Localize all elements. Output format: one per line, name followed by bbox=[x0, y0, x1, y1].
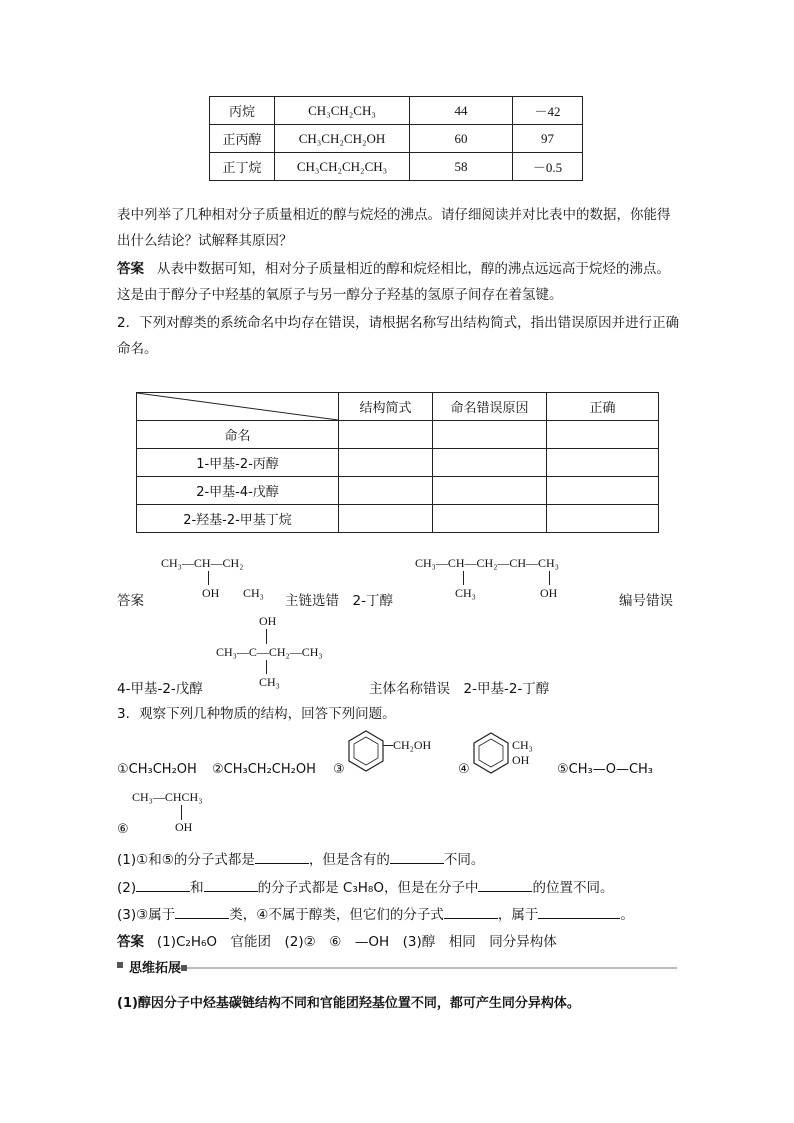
struct2-main: CH₃—CH—CH₂—CH—CH₃ bbox=[415, 556, 559, 570]
cell-formula: CH₃CH₂CH₃ bbox=[275, 97, 410, 125]
struct1-sub-left: OH bbox=[202, 586, 220, 600]
diagonal-line bbox=[137, 393, 338, 420]
item6-main: CH₃—CHCH₃ bbox=[132, 790, 203, 804]
item6-bond bbox=[181, 805, 182, 820]
q3-item-4: ④ bbox=[458, 762, 470, 777]
struct2-sub-right: OH bbox=[540, 586, 558, 600]
cell-name: 丙烷 bbox=[210, 97, 275, 125]
cell-mass: 44 bbox=[410, 97, 513, 125]
empty-cell[interactable] bbox=[547, 477, 659, 505]
item6-sub: OH bbox=[175, 820, 193, 834]
table-row bbox=[210, 97, 583, 125]
answer-text: 从表中数据可知，相对分子质量相近的醇和烷烃相比，醇的沸点远远高于烷烃的沸点。这是由于醇分子中羟基的氧原子与另一醇分子羟基的氢原子间存在着氢键。 bbox=[117, 261, 670, 303]
header-reason: 命名错误原因 bbox=[433, 393, 547, 421]
benzene-ring-icon bbox=[346, 728, 386, 774]
struct1-note: 主链选错 2-丁醇 bbox=[285, 593, 393, 609]
cresol-bottom: OH bbox=[512, 753, 530, 767]
table-row bbox=[210, 125, 583, 153]
struct2-name: 4-甲基-2-戊醇 bbox=[117, 681, 203, 697]
blank-field[interactable] bbox=[255, 849, 309, 864]
empty-cell[interactable] bbox=[433, 505, 547, 533]
blank-field[interactable] bbox=[444, 904, 498, 919]
empty-cell[interactable] bbox=[339, 477, 433, 505]
wrong-name: 2-羟基-2-甲基丁烷 bbox=[137, 505, 339, 533]
empty-cell[interactable] bbox=[433, 477, 547, 505]
blank-field[interactable] bbox=[175, 904, 229, 919]
struct2-note: 编号错误 bbox=[619, 593, 673, 609]
empty-cell[interactable] bbox=[339, 449, 433, 477]
square-icon bbox=[117, 962, 123, 968]
q2-answer-label: 答案 bbox=[117, 593, 144, 609]
cell-bp: 97 bbox=[513, 125, 583, 153]
struct2-bond-left bbox=[463, 571, 464, 585]
q3-item-3: ③ bbox=[333, 762, 345, 777]
empty-cell[interactable] bbox=[547, 449, 659, 477]
cell-mass: 58 bbox=[410, 153, 513, 181]
q3-item-5: ⑤CH₃—O—CH₃ bbox=[557, 762, 654, 777]
diagonal-header-cell bbox=[137, 393, 339, 421]
struct3-top: OH bbox=[259, 614, 277, 628]
naming-table bbox=[136, 392, 659, 533]
table-row bbox=[210, 153, 583, 181]
blank-field[interactable] bbox=[478, 877, 532, 892]
cell-mass: 60 bbox=[410, 125, 513, 153]
empty-cell[interactable] bbox=[339, 505, 433, 533]
struct2-bond-right bbox=[549, 571, 550, 585]
empty-cell[interactable] bbox=[433, 449, 547, 477]
cell-formula: CH₃CH₂CH₂OH bbox=[275, 125, 410, 153]
boiling-point-table bbox=[209, 96, 583, 181]
table-row bbox=[137, 449, 659, 477]
header-correct: 正确 bbox=[547, 393, 659, 421]
q3-answer: 答案 (1)C₂H₆O 官能团 (2)② ⑥ —OH (3)醇 相同 同分异构体 bbox=[117, 934, 557, 950]
cresol-top: CH₃ bbox=[512, 738, 533, 752]
struct3-bottom: CH₃ bbox=[259, 675, 280, 689]
extension-text: (1)醇因分子中烃基碳链结构不同和官能团羟基位置不同，都可产生同分异构体。 bbox=[117, 996, 580, 1011]
benzyl-bond bbox=[383, 745, 393, 746]
struct3-main: CH₃—C—CH₂—CH₃ bbox=[216, 645, 323, 659]
cresol-ring-icon bbox=[471, 730, 511, 776]
struct3-note: 主体名称错误 2-甲基-2-丁醇 bbox=[369, 681, 550, 697]
table-row bbox=[137, 505, 659, 533]
blank-field[interactable] bbox=[390, 849, 444, 864]
q3-sub2: (2) 和 的分子式都是 C₃H₈O，但是在分子中 的位置不同。 bbox=[117, 876, 613, 896]
struct3-bond-bottom bbox=[266, 660, 267, 674]
q3-sub3: (3)③属于 类，④不属于醇类，但它们的分子式 ，属于 。 bbox=[117, 903, 634, 923]
q1-text: 表中列举了几种相对分子质量相近的醇与烷烃的沸点。请仔细阅读并对比表中的数据，你能得出什么结论？试解释其原因？ bbox=[117, 207, 671, 249]
header-structure: 结构简式 bbox=[339, 393, 433, 421]
q3-text: 3．观察下列几种物质的结构，回答下列问题。 bbox=[117, 706, 396, 722]
q3-item-6: ⑥ bbox=[117, 822, 129, 837]
cell-formula: CH₃CH₂CH₂CH₃ bbox=[275, 153, 410, 181]
benzyl-label: CH₂OH bbox=[393, 738, 432, 752]
table-row bbox=[137, 421, 659, 449]
answer-label: 答案 bbox=[117, 261, 144, 277]
q3-item-2: ②CH₃CH₂CH₂OH bbox=[212, 762, 316, 777]
q2-text: 2．下列对醇类的系统命名中均存在错误，请根据名称写出结构简式，指出错误原因并进行正确命名。 bbox=[117, 315, 680, 357]
struct1-bond bbox=[208, 571, 209, 585]
struct3-bond-top bbox=[266, 629, 267, 644]
table-row bbox=[137, 477, 659, 505]
q1-answer bbox=[117, 256, 682, 308]
row-header-name: 命名 bbox=[137, 421, 339, 449]
section-header bbox=[117, 960, 677, 974]
cell-name: 正丁烷 bbox=[210, 153, 275, 181]
struct1-main: CH₃—CH—CH₂ bbox=[161, 556, 244, 570]
struct1-sub-right: CH₃ bbox=[243, 586, 264, 600]
blank-field[interactable] bbox=[538, 904, 620, 919]
cell-bp: －0.5 bbox=[513, 153, 583, 181]
wrong-name: 2-甲基-4-戊醇 bbox=[137, 477, 339, 505]
divider bbox=[187, 967, 677, 969]
blank-field[interactable] bbox=[204, 877, 258, 892]
blank-field[interactable] bbox=[136, 877, 190, 892]
q3-sub1: (1)①和⑤的分子式都是 ，但是含有的 不同。 bbox=[117, 848, 484, 868]
section-title: 思维拓展 bbox=[129, 961, 182, 976]
empty-cell[interactable] bbox=[547, 505, 659, 533]
cell-bp: －42 bbox=[513, 97, 583, 125]
struct2-sub-left: CH₃ bbox=[455, 586, 476, 600]
q3-item-1: ①CH₃CH₂OH bbox=[117, 762, 197, 777]
cell-name: 正丙醇 bbox=[210, 125, 275, 153]
wrong-name: 1-甲基-2-丙醇 bbox=[137, 449, 339, 477]
